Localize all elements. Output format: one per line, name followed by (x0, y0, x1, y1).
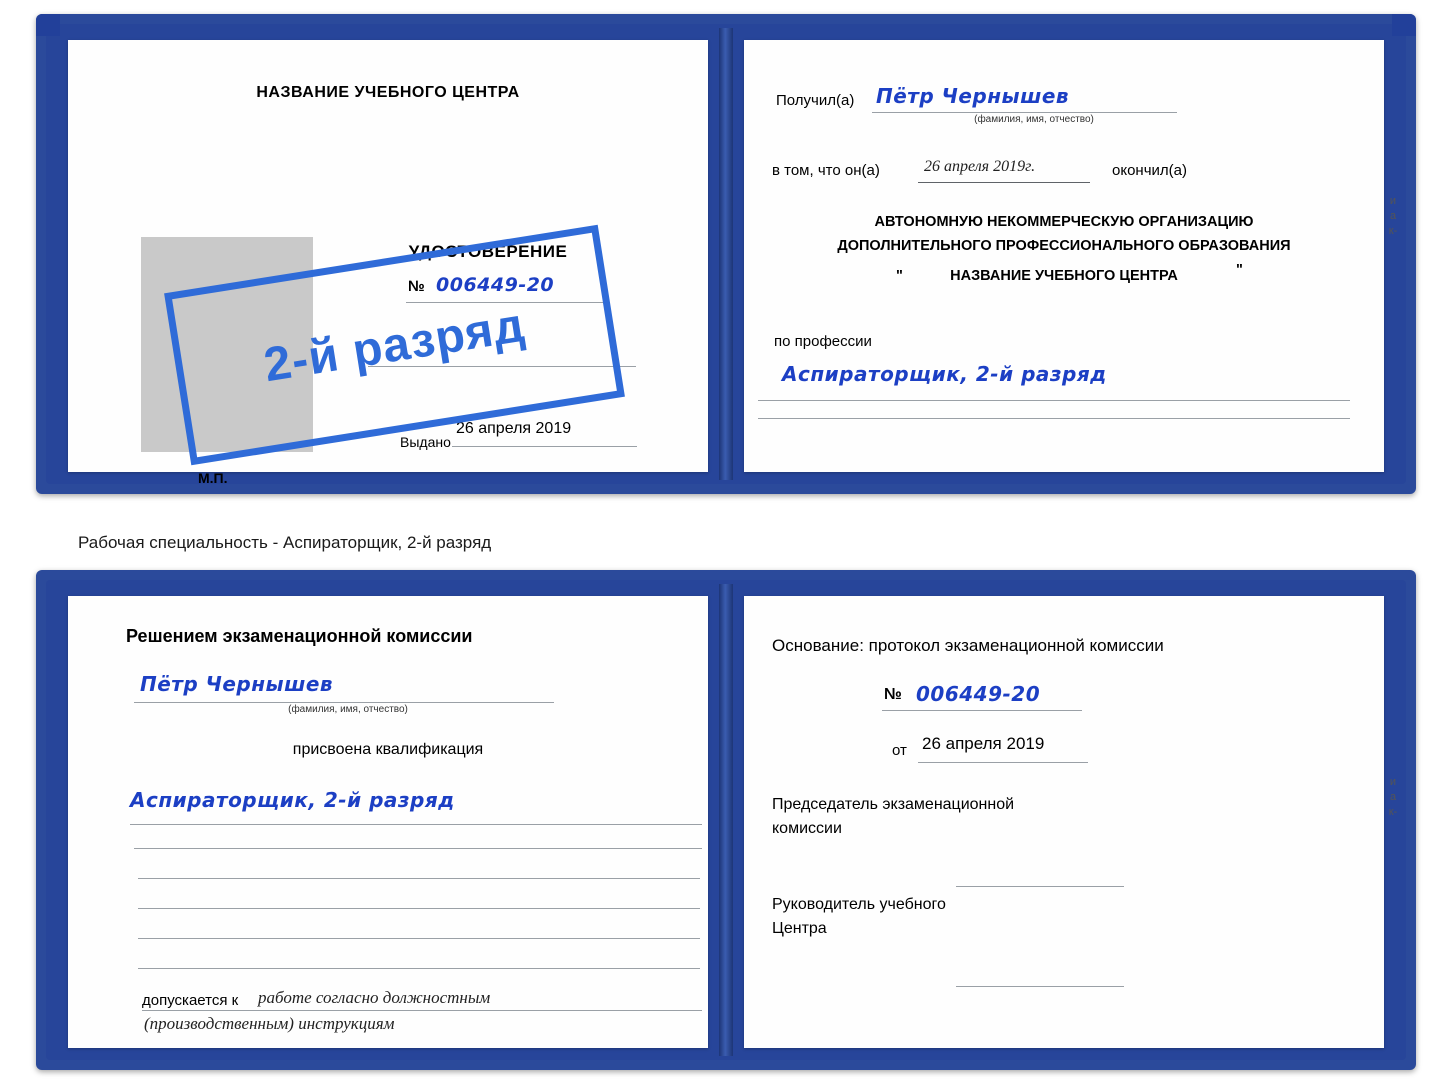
name-value-bottom: Пётр Чернышев (140, 672, 334, 696)
from-label: от (892, 742, 907, 759)
org-quote-close: " (1236, 262, 1243, 278)
allowed-value-line2: (производственным) инструкциям (144, 1014, 395, 1033)
org-line2: ДОПОЛНИТЕЛЬНОГО ПРОФЕССИОНАЛЬНОГО ОБРАЗОВАНИЯ (837, 238, 1291, 254)
received-name: Пётр Чернышев (876, 84, 1070, 108)
head-line2: Центра (772, 920, 827, 937)
doc-title-top: УДОСТОВЕРЕНИЕ (408, 242, 568, 261)
profession-label: по профессии (774, 333, 872, 350)
book-spine-bottom (719, 584, 733, 1056)
issued-label-top: Выдано (400, 434, 451, 450)
org-quote-open: " (896, 268, 903, 284)
profession-rule-1 (758, 400, 1350, 401)
name-hint-bottom: (фамилия, имя, отчество) (288, 704, 408, 715)
certificate-bottom (36, 570, 1416, 1070)
bottom-rule-3 (138, 878, 700, 879)
bottom-rule-2 (134, 848, 702, 849)
number-value-bottom: 006449-20 (916, 682, 1041, 706)
finish-date: 26 апреля 2019г. (924, 158, 1036, 175)
bottom-rule-1 (130, 824, 702, 825)
bottom-rule-4 (138, 908, 700, 909)
org-line1: АВТОНОМНУЮ НЕКОММЕРЧЕСКУЮ ОРГАНИЗАЦИЮ (874, 214, 1254, 230)
org-line3: НАЗВАНИЕ УЧЕБНОГО ЦЕНТРА (950, 268, 1178, 284)
book-spine-top (719, 28, 733, 480)
cover-edge-text-top: и а к- (1388, 195, 1398, 237)
chairman-sign-rule (956, 886, 1124, 887)
page-bottom-left (68, 596, 708, 1048)
flap-top-left (36, 14, 60, 36)
from-date: 26 апреля 2019 (922, 734, 1045, 753)
flap-top-right (1392, 14, 1416, 36)
org-title-top: НАЗВАНИЕ УЧЕБНОГО ЦЕНТРА (256, 84, 520, 101)
finished-label: окончил(а) (1112, 162, 1187, 179)
allowed-label: допускается к (142, 992, 239, 1009)
received-rule (872, 112, 1177, 113)
that-he-label: в том, что он(а) (772, 162, 880, 179)
bottom-rule-5 (138, 938, 700, 939)
number-label-top: № (408, 278, 425, 295)
head-line1: Руководитель учебного (772, 896, 946, 913)
seal-label-top: М.П. (198, 470, 228, 486)
commission-title: Решением экзаменационной комиссии (126, 626, 473, 646)
finish-date-rule (918, 182, 1090, 183)
page-bottom-right (744, 596, 1384, 1048)
number-rule-bottom (882, 710, 1082, 711)
chairman-line1: Председатель экзаменационной (772, 796, 1015, 813)
qualification-value: Аспираторщик, 2-й разряд (130, 788, 455, 812)
number-label-bottom: № (884, 686, 902, 703)
head-sign-rule (956, 986, 1124, 987)
name-hint-top: (фамилия, имя, отчество) (974, 114, 1094, 125)
issued-rule-top (452, 446, 637, 447)
qualification-label: присвоена квалификация (292, 741, 484, 758)
cover-edge-text-bottom: и а к- (1388, 776, 1398, 818)
profession-rule-2 (758, 418, 1350, 419)
allowed-rule (142, 1010, 702, 1011)
issued-date-top: 26 апреля 2019 (456, 420, 572, 437)
from-rule (918, 762, 1088, 763)
bottom-rule-6 (138, 968, 700, 969)
received-label: Получил(а) (776, 92, 855, 109)
caption-text: Рабочая специальность - Аспираторщик, 2-й разряд (78, 533, 492, 552)
number-value-top: 006449-20 (436, 274, 555, 296)
allowed-value-line1: работе согласно должностным (258, 988, 491, 1007)
rank-stamp-label: 2-й разряд (260, 298, 529, 392)
name-rule-bottom (134, 702, 554, 703)
page-top-right (744, 40, 1384, 472)
chairman-line2: комиссии (772, 820, 842, 837)
profession-value: Аспираторщик, 2-й разряд (782, 362, 1107, 386)
basis-label: Основание: протокол экзаменационной комиссии (772, 636, 1164, 655)
